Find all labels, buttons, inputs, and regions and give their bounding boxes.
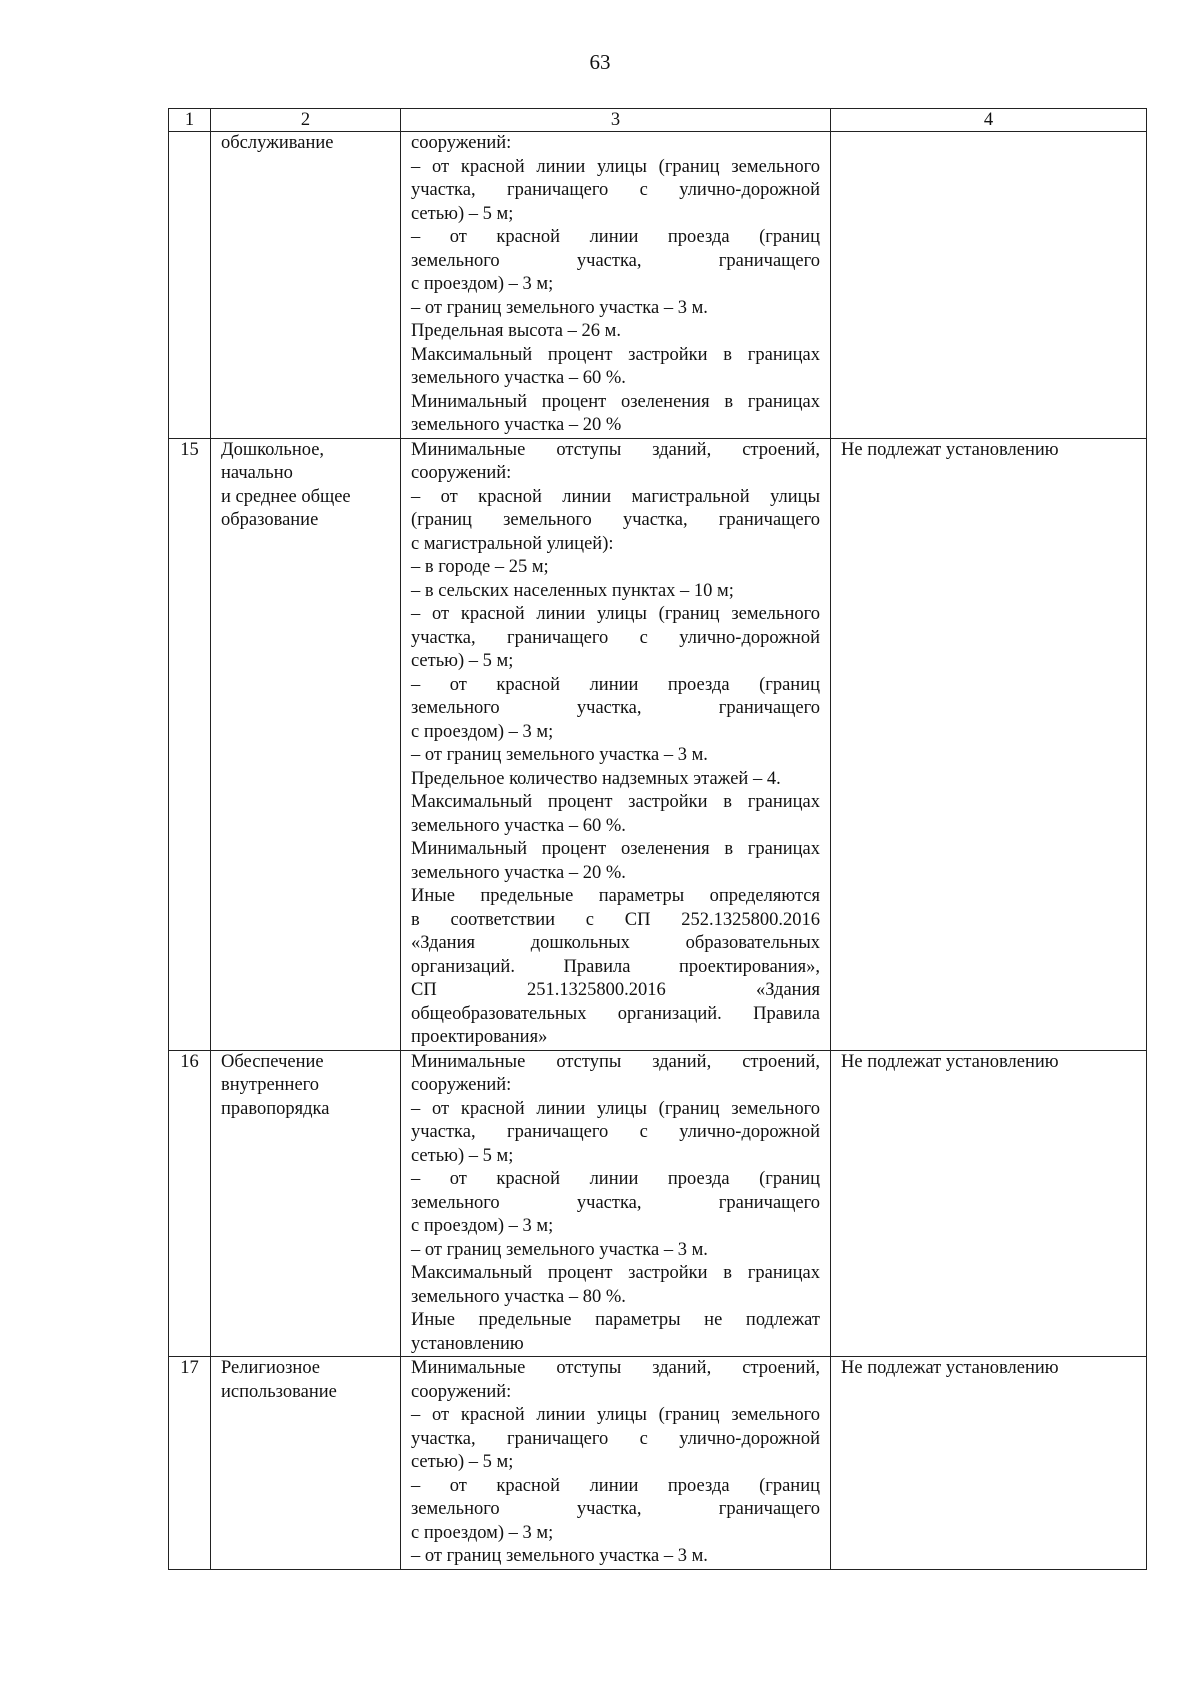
table-row — [169, 438, 1147, 1050]
other-parameters-cell: Не подлежат установлению — [831, 1357, 1147, 1570]
parameter-line: с проездом) – 3 м; — [411, 721, 554, 742]
parameter-line: – от красной линии проезда (границ — [411, 1169, 820, 1189]
parameter-line: земельного участка, граничащего — [411, 1499, 820, 1519]
header-cell: 4 — [831, 109, 1147, 132]
parameter-line: с проездом) – 3 м; — [411, 274, 554, 294]
parameter-line: Иные предельные параметры определяются — [411, 886, 820, 906]
land-use-name-line: использование — [221, 1381, 337, 1402]
row-number-cell: 15 — [169, 438, 211, 1050]
parameter-line: земельного участка, граничащего — [411, 698, 820, 718]
parameter-line: земельного участка – 60 %. — [411, 815, 626, 836]
parameter-line: – от красной линии проезда (границ — [411, 1475, 820, 1496]
parameter-line: – в городе – 25 м; — [411, 557, 549, 577]
row-number-cell: 16 — [169, 1050, 211, 1357]
parameter-line: земельного участка – 20 %. — [411, 862, 626, 883]
parameter-line: участка, граничащего с улично-дорожной — [411, 1428, 820, 1449]
parameter-line: земельного участка, граничащего — [411, 250, 820, 271]
parameter-line: сетью) – 5 м; — [411, 651, 514, 671]
parameter-line: (границ земельного участка, граничащего — [411, 510, 820, 530]
parameter-line: с магистральной улицей): — [411, 533, 614, 554]
parameter-line: Минимальный процент озеленения в границах — [411, 839, 820, 859]
land-use-name-line: Религиозное — [221, 1358, 321, 1378]
parameter-line: участка, граничащего с улично-дорожной — [411, 180, 820, 200]
row-number-cell: 17 — [169, 1357, 211, 1570]
parameter-line: «Здания дошкольных образовательных — [411, 933, 820, 953]
regulations-table — [168, 108, 1147, 1570]
parameter-line: – в сельских населенных пунктах – 10 м; — [411, 580, 734, 601]
parameter-line: в соответствии с СП 252.1325800.2016 — [411, 909, 820, 930]
other-parameters-cell: Не подлежат установлению — [831, 1050, 1147, 1357]
land-use-name-line: Дошкольное, — [221, 439, 325, 460]
parameters-cell — [401, 1357, 831, 1570]
parameters-cell — [401, 132, 831, 439]
parameters-cell — [401, 438, 831, 1050]
parameter-line: земельного участка – 20 % — [411, 415, 622, 435]
parameter-line: сетью) – 5 м; — [411, 1145, 514, 1166]
land-use-name-cell — [211, 132, 401, 439]
parameter-line: сетью) – 5 м; — [411, 1452, 514, 1472]
parameter-line: Максимальный процент застройки в границах — [411, 344, 820, 365]
parameter-line: – от красной линии улицы (границ земельного — [411, 156, 820, 177]
parameter-line: сетью) – 5 м; — [411, 203, 514, 224]
parameter-line: Минимальные отступы зданий, строений, — [411, 1358, 820, 1378]
parameter-line: – от красной линии улицы (границ земельного — [411, 1405, 820, 1425]
land-use-name-line: образование — [221, 510, 319, 530]
parameter-line: – от границ земельного участка – 3 м. — [411, 1546, 708, 1566]
parameter-line: Минимальный процент озеленения в границах — [411, 391, 820, 412]
parameter-line: – от красной линии проезда (границ — [411, 674, 820, 695]
header-cell: 3 — [401, 109, 831, 132]
parameter-line: установлению — [411, 1333, 524, 1354]
parameter-line: – от красной линии улицы (границ земельного — [411, 604, 820, 624]
parameter-line: – от границ земельного участка – 3 м. — [411, 297, 708, 318]
parameter-line: Минимальные отступы зданий, строений, — [411, 1051, 820, 1072]
other-parameters-cell — [831, 132, 1147, 439]
parameter-line: – от границ земельного участка – 3 м. — [411, 1239, 708, 1260]
parameter-line: общеобразовательных организаций. Правила — [411, 1003, 820, 1024]
parameter-line: СП 251.1325800.2016 «Здания — [411, 980, 820, 1000]
header-cell: 1 — [169, 109, 211, 132]
parameter-line: с проездом) – 3 м; — [411, 1522, 554, 1543]
land-use-name-line: внутреннего — [221, 1075, 320, 1095]
other-parameters-cell: Не подлежат установлению — [831, 438, 1147, 1050]
parameter-line: проектирования» — [411, 1027, 548, 1047]
parameter-line: – от красной линии магистральной улицы — [411, 486, 820, 507]
row-number-cell — [169, 132, 211, 439]
parameter-line: – от красной линии улицы (границ земельного — [411, 1098, 820, 1119]
parameter-line: участка, граничащего с улично-дорожной — [411, 627, 820, 648]
parameter-line: земельного участка, граничащего — [411, 1192, 820, 1213]
parameter-line: сооружений: — [411, 133, 512, 153]
land-use-name-cell — [211, 1050, 401, 1357]
land-use-name-line: правопорядка — [221, 1098, 330, 1119]
parameter-line: с проездом) – 3 м; — [411, 1216, 554, 1236]
land-use-name-line: начально — [221, 463, 293, 483]
land-use-name-cell — [211, 1357, 401, 1570]
parameter-line: сооружений: — [411, 1075, 512, 1095]
land-use-name-line: и среднее общее — [221, 486, 351, 507]
parameter-line: земельного участка – 80 %. — [411, 1286, 626, 1307]
table-row — [169, 132, 1147, 439]
parameters-cell — [401, 1050, 831, 1357]
parameter-line: – от красной линии проезда (границ — [411, 227, 820, 247]
parameter-line: сооружений: — [411, 463, 512, 483]
parameter-line: – от границ земельного участка – 3 м. — [411, 745, 708, 765]
page-number: 63 — [589, 50, 611, 74]
parameter-line: Предельное количество надземных этажей – 4. — [411, 768, 781, 789]
parameter-line: земельного участка – 60 %. — [411, 368, 626, 388]
parameter-line: Минимальные отступы зданий, строений, — [411, 439, 820, 460]
parameter-line: Максимальный процент застройки в границах — [411, 792, 820, 812]
parameter-line: организаций. Правила проектирования», — [411, 956, 820, 977]
parameter-line: участка, граничащего с улично-дорожной — [411, 1122, 820, 1142]
land-use-name-line: обслуживание — [221, 133, 334, 153]
table-row — [169, 1357, 1147, 1570]
header-cell: 2 — [211, 109, 401, 132]
parameter-line: Предельная высота – 26 м. — [411, 321, 621, 341]
parameter-line: Максимальный процент застройки в границах — [411, 1263, 820, 1283]
land-use-name-line: Обеспечение — [221, 1051, 324, 1072]
table-row — [169, 1050, 1147, 1357]
parameter-line: сооружений: — [411, 1381, 512, 1402]
land-use-name-cell — [211, 438, 401, 1050]
parameter-line: Иные предельные параметры не подлежат — [411, 1310, 820, 1330]
table-header-row — [169, 109, 1147, 132]
